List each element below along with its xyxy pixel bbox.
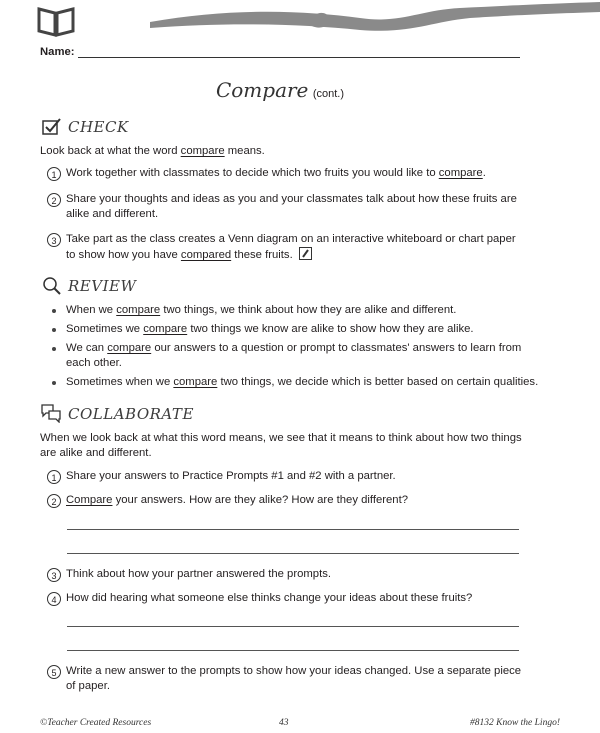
pencil-note-icon	[299, 247, 312, 260]
collaborate-item-5-line2: of paper.	[66, 680, 110, 692]
bullet-icon	[52, 347, 56, 351]
number-4-icon: 4	[47, 592, 61, 606]
check-item-2-line2: alike and different.	[66, 208, 159, 220]
checkbox-icon	[42, 118, 62, 141]
number-3-icon: 3	[47, 568, 61, 582]
check-item-1: Work together with classmates to decide which two fruits you would like to compare.	[66, 167, 486, 179]
check-item-3-line1: Take part as the class creates a Venn diagram on an interactive whiteboard or chart paper	[66, 233, 516, 245]
review-item-1: When we compare two things, we think about how they are alike and different.	[66, 304, 457, 316]
header-banner	[0, 0, 600, 40]
collaborate-item-1: Share your answers to Practice Prompts #1 and #2 with a partner.	[66, 470, 396, 482]
name-label: Name:	[40, 46, 75, 58]
name-line	[78, 57, 520, 58]
collaborate-item-3: Think about how your partner answered the prompts.	[66, 568, 331, 580]
speech-bubbles-icon	[40, 403, 62, 428]
collaborate-intro-line1: When we look back at what this word means, we see that it means to think about how two things	[40, 432, 522, 444]
title-suffix: (cont.)	[312, 88, 345, 100]
banner-swoosh	[0, 0, 600, 40]
collaborate-item-5-line1: Write a new answer to the prompts to show how your ideas changed. Use a separate piece	[66, 665, 522, 677]
check-item-3-line2: to show how you have compared these fruits.	[66, 247, 312, 264]
bullet-icon	[52, 381, 56, 385]
review-item-4: Sometimes when we compare two things, we decide which is better based on certain qualities.	[66, 376, 539, 388]
review-item-3: We can compare our answers to a question or prompt to classmates' answers to learn from	[66, 342, 522, 354]
collaborate-item-4: How did hearing what someone else thinks change your ideas about these fruits?	[66, 592, 473, 604]
review-item-3-line2: each other.	[66, 357, 122, 369]
number-3-icon: 3	[47, 233, 61, 247]
bullet-icon	[52, 328, 56, 332]
answer-line[interactable]	[67, 650, 519, 651]
number-5-icon: 5	[47, 665, 61, 679]
review-heading: REVIEW	[68, 277, 137, 295]
number-1-icon: 1	[47, 167, 61, 181]
check-item-2-line1: Share your thoughts and ideas as you and your classmates talk about how these fruits are	[66, 193, 517, 205]
book-icon	[36, 6, 76, 43]
collaborate-heading: COLLABORATE	[68, 405, 194, 423]
number-2-icon: 2	[47, 193, 61, 207]
compare-word: compare	[180, 145, 225, 157]
title-main: Compare	[215, 78, 309, 102]
collaborate-intro-line2: are alike and different.	[40, 447, 152, 459]
number-2-icon: 2	[47, 494, 61, 508]
page-number: 43	[279, 718, 289, 728]
footer-book-title: #8132 Know the Lingo!	[470, 718, 560, 728]
footer-copyright: ©Teacher Created Resources	[40, 718, 152, 728]
answer-line[interactable]	[67, 553, 519, 554]
answer-line[interactable]	[67, 626, 519, 627]
check-intro: Look back at what the word compare means.	[40, 145, 265, 157]
number-1-icon: 1	[47, 470, 61, 484]
answer-line[interactable]	[67, 529, 519, 530]
page-title	[0, 78, 560, 102]
collaborate-item-2: Compare your answers. How are they alike? How are they different?	[66, 494, 409, 506]
check-heading: CHECK	[68, 118, 129, 136]
bullet-icon	[52, 309, 56, 313]
magnifier-icon	[42, 276, 62, 301]
review-item-2: Sometimes we compare two things we know are alike to show how they are alike.	[66, 323, 474, 335]
